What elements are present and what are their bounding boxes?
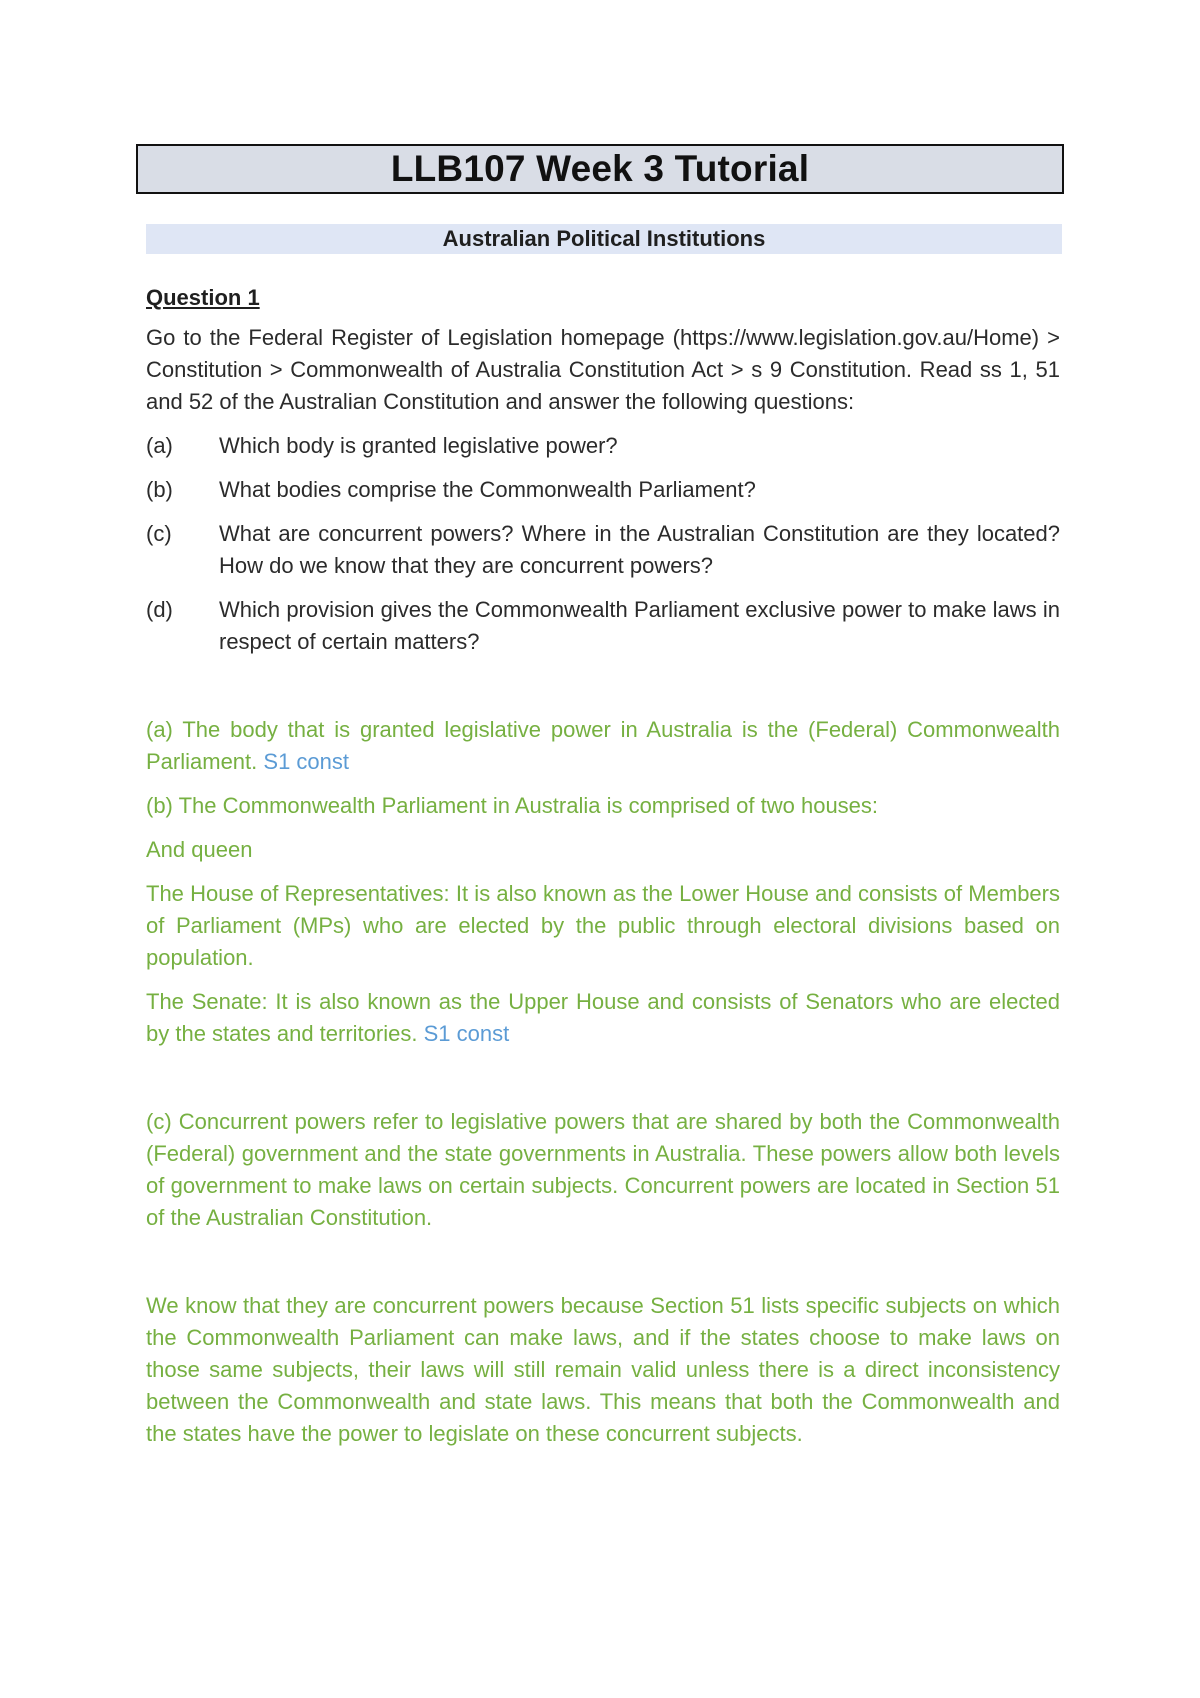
answer-c: (c) Concurrent powers refer to legislative powers that are shared by both the Commonwealth (Federal) government and the state governments in Australia. These powers allow both levels of government to make laws on certain subjects. Concurrent powers are located in Section 51 of the Australian Constitution. [146, 1109, 1060, 1230]
answer-b-senate [146, 986, 1060, 1050]
question-list [146, 430, 1060, 658]
question-text: What bodies comprise the Commonwealth Parliament? [219, 477, 756, 502]
question-text: What are concurrent powers? Where in the Australian Constitution are they located? How do we know that they are concurrent powers? [219, 521, 1060, 578]
question-item-d [146, 594, 1060, 658]
answer-b-queen: And queen [146, 837, 253, 862]
title-box [136, 144, 1064, 194]
answer-a [146, 714, 1060, 778]
question-text: Which provision gives the Commonwealth Parliament exclusive power to make laws in respect of certain matters? [219, 597, 1060, 654]
subtitle-bar [146, 224, 1062, 254]
document-body [146, 282, 1060, 1462]
question-label: (c) [146, 521, 172, 546]
document-title: LLB107 Week 3 Tutorial [390, 148, 810, 189]
question-label: (a) [146, 433, 173, 458]
question-text: Which body is granted legislative power? [219, 433, 618, 458]
document-subtitle: Australian Political Institutions [442, 226, 766, 251]
question-item-a [146, 430, 1060, 462]
answer-b-senate-text: The Senate: It is also known as the Upper House and consists of Senators who are elected by the states and territories. [146, 989, 1060, 1046]
answer-b-reference: S1 const [423, 1021, 510, 1046]
question-item-c [146, 518, 1060, 582]
question-label: (d) [146, 597, 173, 622]
answer-b-house: The House of Representatives: It is also known as the Lower House and consists of Members of Parliament (MPs) who are elected by the public through electoral divisions based on population. [146, 881, 1060, 970]
question-heading: Question 1 [146, 285, 260, 310]
question-item-b [146, 474, 1060, 506]
question-intro: Go to the Federal Register of Legislation homepage (https://www.legislation.gov.au/Home) > Constitution > Commonwealth of Australia Constitution Act > s 9 Constitution. Read ss 1, 51 and 52 of the Australian Constitution and answer the following questions: [146, 325, 1060, 414]
question-label: (b) [146, 477, 173, 502]
answer-a-reference: S1 const [263, 749, 350, 774]
answer-c-explanation: We know that they are concurrent powers because Section 51 lists specific subjects on which the Commonwealth Parliament can make laws, and if the states choose to make laws on those same subjects, their laws will still remain valid unless there is a direct inconsistency between the Commonwealth and state laws. This means that both the Commonwealth and the states have the power to legislate on these concurrent subjects. [146, 1293, 1060, 1446]
answer-a-text: (a) The body that is granted legislative power in Australia is the (Federal) Commonwealth Parliament. [146, 717, 1060, 774]
answer-b: (b) The Commonwealth Parliament in Australia is comprised of two houses: [146, 793, 879, 818]
